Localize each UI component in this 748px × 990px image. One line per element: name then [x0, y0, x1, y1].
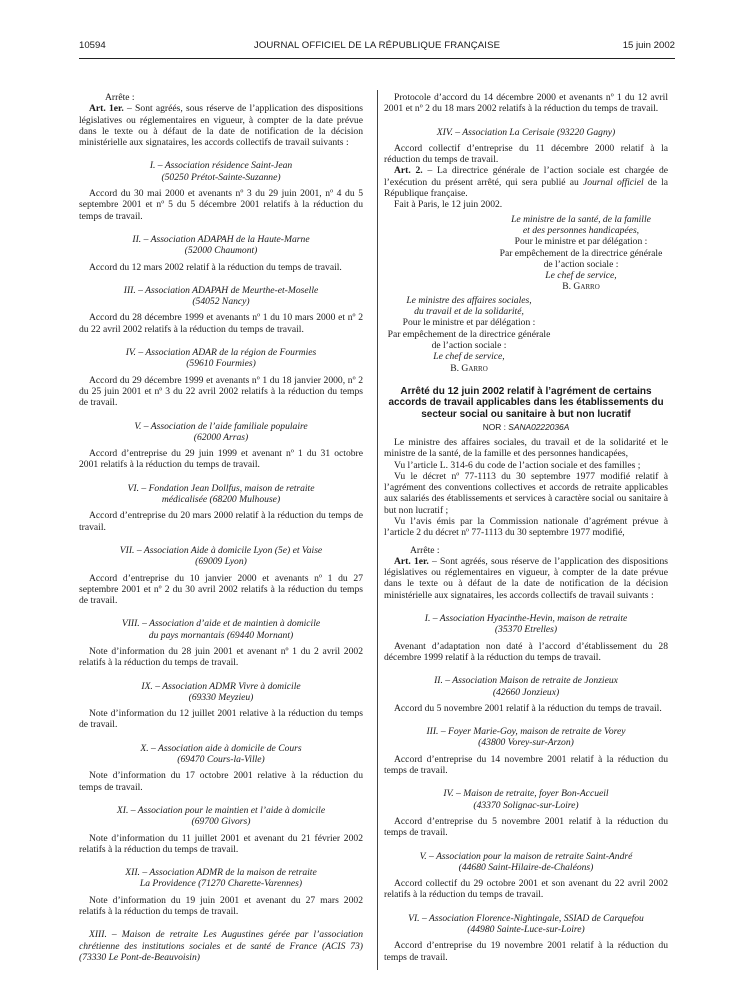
agreement-heading-line: XII. – Association ADMR de la maison de retraite — [125, 867, 317, 879]
agreement-heading — [384, 913, 668, 936]
signatory-name: B. Garro — [562, 281, 600, 293]
agreement-body: Accord du 12 mars 2002 relatif à la réduction du temps de travail. — [89, 261, 342, 273]
agreement-heading — [79, 743, 363, 766]
journal-title: JOURNAL OFFICIEL DE LA RÉPUBLIQUE FRANÇAISE — [253, 40, 501, 51]
agreement-heading-line: (43800 Vorey-sur-Arzon) — [478, 737, 574, 749]
agreement-heading — [79, 483, 363, 506]
agreement-heading-line: III. – Foyer Marie-Goy, maison de retraite de Vorey — [426, 726, 626, 738]
place-date: Fait à Paris, le 12 juin 2002. — [394, 199, 503, 211]
agreement-body: Accord collectif d’entreprise du 11 décembre 2000 relatif à la réduction du temps de travail. — [384, 142, 668, 166]
header-rule — [79, 58, 675, 59]
agreement-heading-line: (44680 Saint-Hilaire-de-Chaléons) — [458, 861, 594, 873]
agreement-heading-line: X. – Association aide à domicile de Cours — [140, 742, 302, 754]
article-1-text: – Sont agréés, sous réserve de l’application des dispositions législatives ou réglementaires en vigueur, à compter de la date prévue dans le texte ou à défaut de la date de notification de la décision ministérielle aux signataires, les accords collectifs de travail suivants : — [79, 103, 363, 149]
visa-item: Vu l’article L. 314-6 du code de l’action sociale et des familles ; — [394, 459, 641, 471]
chef-title: Le chef de service, — [433, 351, 505, 363]
agreement-heading — [79, 234, 363, 257]
article-2-text: – La directrice générale de l’action sociale est chargée de l’exécution du présent arrêté, qui sera publié au — [384, 165, 668, 188]
agreement-heading-line: (59610 Fourmies) — [186, 358, 256, 370]
agreement-heading — [79, 805, 363, 828]
agreement-heading-line: I. – Association Hyacinthe-Hevin, maison de retraite — [424, 613, 628, 625]
empechement-line: Par empêchement de la directrice générale — [387, 328, 551, 340]
article-1-label: Art. 1er. — [394, 555, 429, 567]
article-2-text-end: de la République française. — [384, 176, 669, 200]
delegation-line: Pour le ministre et par délégation : — [514, 236, 648, 248]
article-1-paragraph — [384, 556, 668, 601]
agreement-body: Accord d’entreprise du 5 novembre 2001 relatif à la réduction du temps de travail. — [384, 815, 668, 839]
agreement-heading-line: IV. – Maison de retraite, foyer Bon-Accueil — [443, 788, 609, 800]
agreement-heading — [79, 421, 363, 444]
agreement-heading-line: VI. – Fondation Jean Dollfus, maison de retraite — [127, 482, 315, 494]
left-column — [79, 92, 363, 968]
article-1-label: Art. 1er. — [89, 103, 124, 115]
agreement-body: Accord du 28 décembre 1999 et avenants nº 1 du 10 mars 2000 et nº 2 du 22 avril 2002 relatifs à la réduction du temps de travail. — [79, 312, 363, 335]
agreement-heading-text: XIII. – Maison de retraite Les Augustines gérée par l’association chrétienne des institutions sociales et de santé de France (ACIS 73) (73330 Le Pont-de-Beauvoisin) — [79, 929, 363, 963]
agreement-heading — [79, 929, 363, 963]
agreement-heading-line: (42660 Jonzieux) — [492, 686, 560, 698]
minister-title: Le ministre des affaires sociales, — [406, 294, 532, 306]
agreement-body: Accord d’entreprise du 20 mars 2000 relatif à la réduction du temps de travail. — [79, 510, 363, 533]
agreement-body: Accord du 5 novembre 2001 relatif à la réduction du temps de travail. — [394, 702, 662, 714]
page-header — [79, 40, 675, 54]
column-separator — [377, 90, 378, 970]
agreement-heading-line: (52000 Chaumont) — [184, 245, 258, 257]
agreement-heading-line: La Providence (71270 Charette-Varennes) — [139, 878, 303, 890]
signatory-name: B. Garro — [450, 362, 488, 374]
agreement-heading-line: IX. – Association ADMR Vivre à domicile — [141, 680, 301, 692]
decree-intro: Le ministre des affaires sociales, du travail et de la solidarité et le ministre de la santé, de la famille et des personnes handicapées, — [384, 436, 668, 460]
right-column — [384, 92, 668, 963]
agreement-heading — [79, 681, 363, 704]
arrete-label: Arrête : — [410, 544, 440, 556]
delegation-line: Pour le ministre et par délégation : — [402, 317, 536, 329]
agreement-body: Accord du 30 mai 2000 et avenants nº 3 du 29 juin 2001, nº 4 du 5 septembre 2001 et nº 5 du 5 décembre 2001 relatifs à la réduction du temps de travail. — [79, 188, 363, 222]
visa-item: Vu le décret nº 77-1113 du 30 septembre 1977 modifié relatif à l’agrément des conventions collectives et accords de retraite applicables aux salariés des établissements et services à caractère social ou sanitaire à but non lucratif ; — [384, 470, 668, 516]
agreement-heading-line: (69470 Cours-la-Ville) — [177, 754, 265, 766]
issue-date: 15 juin 2002 — [622, 40, 675, 51]
agreement-heading — [79, 545, 363, 568]
article-2-paragraph — [384, 165, 668, 199]
right-agreement-list — [384, 613, 668, 963]
agreement-heading-line: II. – Association ADAPAH de la Haute-Marne — [132, 233, 310, 245]
arrete-label: Arrête : — [105, 92, 135, 103]
agreement-heading-line: III. – Association ADAPAH de Meurthe-et-Moselle — [123, 284, 319, 296]
agreement-heading — [384, 613, 668, 636]
agreement-heading — [79, 867, 363, 890]
agreement-heading — [384, 788, 668, 811]
agreement-heading-line: VIII. – Association d’aide et de maintien à domicile — [121, 618, 321, 630]
nor-label: NOR : — [482, 421, 509, 432]
agreement-heading — [79, 618, 363, 641]
agreement-heading-line: (69330 Meyzieu) — [188, 691, 254, 703]
signature-block-social-affairs-minister — [384, 295, 554, 374]
visa-list — [384, 460, 668, 539]
agreement-heading-line: VII. – Association Aide à domicile Lyon (5e) et Vaise — [119, 544, 323, 556]
empechement-line: de l’action sociale : — [543, 258, 619, 270]
agreement-body: Note d’information du 28 juin 2001 et avenant nº 1 du 2 avril 2002 relatifs à la réduction du temps de travail. — [79, 645, 363, 669]
agreement-body: Avenant d’adaptation non daté à l’accord d’établissement du 28 décembre 1999 relatif à la réduction du temps de travail. — [384, 640, 668, 663]
agreement-heading — [384, 851, 668, 874]
nor-code: SANA0222036A — [508, 421, 570, 432]
article-1-text: – Sont agréés, sous réserve de l’application des dispositions législatives ou réglementaires en vigueur, à compter de la date prévue dans le texte ou à défaut de la date de notification de la décision ministérielle aux signataires, les accords collectifs de travail suivants : — [384, 555, 668, 601]
agreement-body: Accord d’entreprise du 14 novembre 2001 relatif à la réduction du temps de travail. — [384, 753, 668, 777]
agreement-body: Note d’information du 12 juillet 2001 relative à la réduction du temps de travail. — [79, 708, 363, 731]
page-number: 10594 — [79, 40, 106, 51]
journal-officiel-ref: Journal officiel — [582, 176, 644, 188]
left-agreement-list — [79, 160, 363, 917]
agreement-heading-line: VI. – Association Florence-Nightingale, SSIAD de Carquefou — [408, 912, 644, 924]
agreement-body: Accord collectif du 29 octobre 2001 et son avenant du 22 avril 2002 relatifs à la réduction du temps de travail. — [384, 878, 668, 901]
nor-reference — [384, 422, 668, 433]
agreement-heading-line: (35370 Etrelles) — [494, 624, 558, 636]
agreement-body: Note d’information du 17 octobre 2001 relative à la réduction du temps de travail. — [79, 770, 363, 793]
continuation-paragraph: Protocole d’accord du 14 décembre 2000 et avenants nº 1 du 12 avril 2001 et nº 2 du 18 mars 2002 relatifs à la réduction du temps de travail. — [384, 92, 668, 115]
minister-title: du travail et de la solidarité, — [414, 306, 524, 318]
agreement-body: Note d’information du 11 juillet 2001 et avenant du 21 février 2002 relatifs à la réduction du temps de travail. — [79, 832, 363, 855]
agreement-body: Accord d’entreprise du 19 novembre 2001 relatif à la réduction du temps de travail. — [384, 940, 668, 963]
empechement-line: de l’action sociale : — [431, 339, 507, 351]
agreement-body: Accord d’entreprise du 10 janvier 2000 et avenants nº 1 du 27 septembre 2001 et nº 2 du 30 avril 2002 relatifs à la réduction du temps de travail. — [79, 572, 363, 607]
agreement-heading — [384, 675, 668, 698]
minister-title: Le ministre de la santé, de la famille — [511, 213, 651, 225]
agreement-heading-line: I. – Association résidence Saint-Jean — [149, 160, 293, 172]
agreement-heading-line: (54052 Nancy) — [192, 296, 250, 308]
signature-block-health-minister — [494, 214, 668, 293]
agreement-heading-line: V. – Association pour la maison de retraite Saint-André — [419, 850, 633, 862]
agreement-heading-line: (69700 Givors) — [191, 816, 251, 828]
article-2-label: Art. 2. — [394, 165, 423, 177]
article-1-paragraph — [79, 103, 363, 148]
empechement-line: Par empêchement de la directrice générale — [499, 247, 663, 259]
agreement-heading-line: II. – Association Maison de retraite de Jonzieux — [434, 675, 618, 687]
minister-title: et des personnes handicapées, — [522, 224, 640, 236]
agreement-heading-line: (43370 Solignac-sur-Loire) — [473, 799, 579, 811]
agreement-heading-line: (50250 Prétot-Sainte-Suzanne) — [161, 171, 281, 183]
agreement-heading-line: médicalisée (68200 Mulhouse) — [161, 494, 281, 506]
agreement-heading — [79, 285, 363, 308]
agreement-heading — [79, 347, 363, 370]
agreement-heading — [384, 726, 668, 749]
agreement-heading-line: XI. – Association pour le maintien et l’aide à domicile — [116, 804, 326, 816]
agreement-heading-line: (69009 Lyon) — [195, 556, 247, 568]
agreement-heading — [384, 127, 668, 138]
agreement-heading-line: (44980 Sainte-Luce-sur-Loire) — [467, 924, 585, 935]
agreement-heading-line: IV. – Association ADAR de la région de Fourmies — [125, 347, 317, 359]
decree-title: Arrêté du 12 juin 2002 relatif à l’agrément de certains accords de travail applicables dans les établissements du secteur social ou sanitaire à but non lucratif — [388, 385, 664, 421]
agreement-heading-line: V. – Association de l’aide familiale populaire — [134, 420, 308, 432]
agreement-heading-line: XIV. – Association La Cerisaie (93220 Gagny) — [436, 126, 616, 138]
visa-item: Vu l’avis émis par la Commission nationale d’agrément prévue à l’article 2 du décret nº 77-1113 du 30 septembre 1977 modifié, — [384, 515, 668, 539]
agreement-heading-line: du pays mornantais (69440 Mornant) — [148, 629, 294, 641]
agreement-body: Accord du 29 décembre 1999 et avenants nº 1 du 18 janvier 2000, nº 2 du 25 juin 2001 et nº 3 du 22 avril 2002 relatifs à la réduction du temps de travail. — [79, 374, 363, 409]
agreement-body: Note d’information du 19 juin 2001 et avenant du 27 mars 2002 relatifs à la réduction du temps de travail. — [79, 894, 363, 918]
agreement-body: Accord d’entreprise du 29 juin 1999 et avenant nº 1 du 31 octobre 2001 relatifs à la réduction du temps de travail. — [79, 448, 363, 471]
agreement-heading-line: (62000 Arras) — [193, 431, 249, 443]
agreement-heading — [79, 160, 363, 183]
chef-title: Le chef de service, — [545, 270, 617, 282]
